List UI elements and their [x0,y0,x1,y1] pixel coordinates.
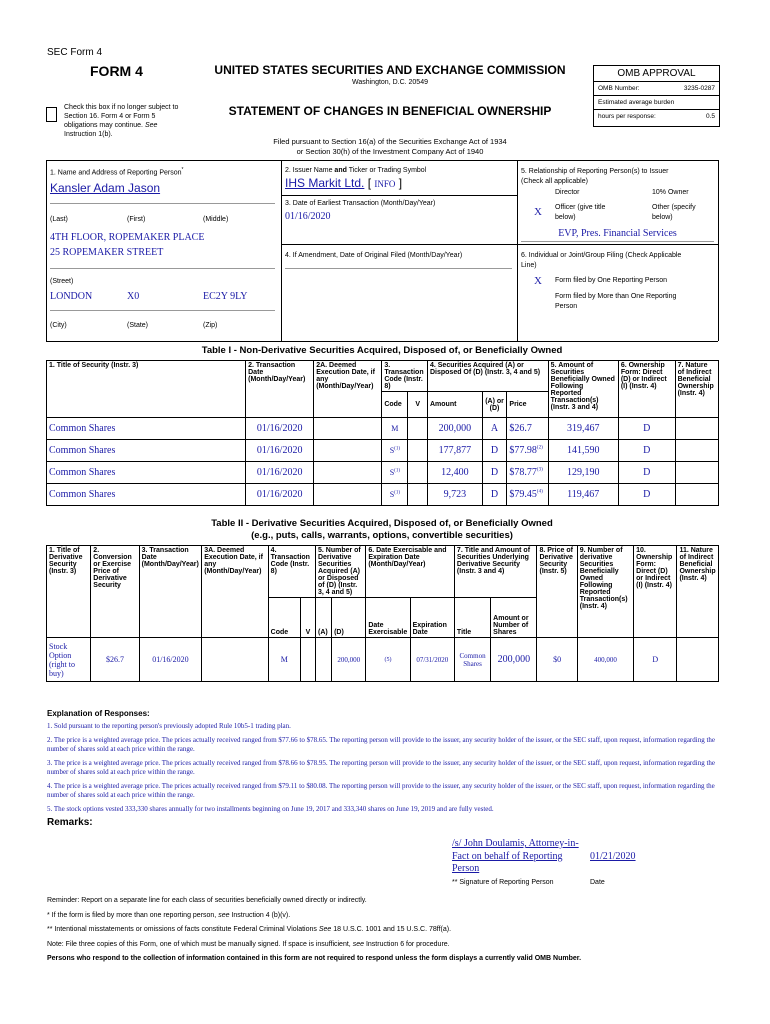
box2-label: 2. Issuer Name and Ticker or Trading Symbol [285,167,427,174]
t2-sub-expiration: Expiration Date [410,598,454,638]
t1-cell-price: $79.45$^{(4)}$ [507,484,548,506]
omb-approval-box [593,65,720,127]
table-row [47,462,719,484]
t2-cell-conversion: $26.7 [91,638,139,682]
table2 [46,545,719,682]
table2-title: Table II - Derivative Securities Acquired, Disposed of, or Beneficially Owned (e.g., puts, calls, warrants, options, convertible securities) [211,518,553,541]
signature-date: 01/21/2020 [590,851,636,862]
t1-cell-form: D [618,440,675,462]
remarks-title: Remarks: [47,817,93,828]
t2-cell-title: Stock Option (right to buy) [47,638,91,682]
t1-cell-v [408,440,428,462]
bracket-close: ] [398,176,403,190]
t1-cell-v [408,462,428,484]
t1-cell-owned: 141,590 [548,440,618,462]
t2-cell-expiration: 07/31/2020 [410,638,454,682]
checkbox-text-line: Section 16. Form 4 or Form 5 [64,113,156,120]
t1-header-nature: 7. Nature of Indirect Beneficial Ownership (Instr. 4) [675,361,718,418]
t1-sub-price: Price [507,392,548,418]
omb-number-value: 3235-0287 [683,85,715,92]
t1-cell-deemed [314,418,382,440]
t1-header-date: 2. Transaction Date (Month/Day/Year) [246,361,314,418]
t1-header-ownership-form: 6. Ownership Form: Direct (D) or Indirect (I) (Instr. 4) [618,361,675,418]
omb-hours-label: hours per response: [598,113,656,120]
t1-cell-date: 01/16/2020 [246,418,314,440]
issuer-name-line [285,176,402,190]
t2-header-owned: 9. Number of derivative Securities Beneficially Owned Following Reported Transaction(s) (Instr. 4) [577,546,633,638]
commission-location: Washington, D.C. 20549 [351,79,428,86]
t2-header-deemed: 3A. Deemed Execution Date, if any (Month/Day/Year) [202,546,268,638]
state-label: (State) [127,322,149,329]
ten-percent-owner-label: 10% Owner [652,189,689,196]
t2-sub-v: V [300,598,315,638]
box4-label: 4. If Amendment, Date of Original Filed (Month/Day/Year) [285,252,463,259]
box6-label: 6. Individual or Joint/Group Filing (Check Applicable Line) [521,252,682,269]
no-longer-subject-checkbox[interactable] [46,107,57,122]
t2-cell-price: $0 [537,638,577,682]
t1-sub-code: Code [382,392,408,418]
t2-header-exercisable: 6. Date Exercisable and Expiration Date (Month/Day/Year) [366,546,455,598]
t2-header-conversion: 2. Conversion or Exercise Price of Derivative Security [91,546,139,638]
bracket-open: [ [367,176,372,190]
t1-header-amount-owned: 5. Amount of Securities Beneficially Owned Following Reported Transaction(s) (Instr. 3 and 4) [548,361,618,418]
more-persons-label: Form filed by More than One Reporting Person [555,293,677,310]
t2-cell-owned: 400,000 [577,638,633,682]
other-label: Other (specify below) [652,204,696,221]
omb-number-label: OMB Number: [598,85,640,92]
t2-cell-code: M [268,638,300,682]
address-line-2: 25 ROPEMAKER STREET [50,247,164,258]
persons-respond-note: Persons who respond to the collection of information contained in this form are not required to respond unless the form displays a currently valid OMB Number. [47,955,582,962]
list-item: 5. The stock options vested 333,330 shares annually for two installments beginning on June 19, 2017 and 333,340 shares on June 19, 2019 and are fully vested. [47,804,494,813]
t1-header-code: 3. Transaction Code (Instr. 8) [382,361,428,392]
t1-cell-date: 01/16/2020 [246,440,314,462]
t1-sub-amount: Amount [427,392,482,418]
filed-pursuant-2: or Section 30(h) of the Investment Company Act of 1940 [296,147,484,156]
t2-header-form: 10. Ownership Form: Direct (D) or Indirect (I) (Instr. 4) [634,546,677,638]
signature-date-label: Date [590,879,605,886]
t2-sub-code: Code [268,598,300,638]
t1-cell-price: $78.77$^{(3)}$ [507,462,548,484]
t2-cell-exercisable: (5) [366,638,410,682]
t2-cell-nature [677,638,719,682]
t1-sub-v: V [408,392,428,418]
t2-header-code: 4. Transaction Code (Instr. 8) [268,546,315,598]
t1-cell-price: $26.7 [507,418,548,440]
box3-label: 3. Date of Earliest Transaction (Month/Day/Year) [285,200,436,207]
t1-header-deemed: 2A. Deemed Execution Date, if any (Month/Day/Year) [314,361,382,418]
footer-notes [47,894,747,967]
middle-label: (Middle) [203,216,229,223]
t2-cell-v [300,638,315,682]
box1-label: 1. Name and Address of Reporting Person* [50,167,184,177]
zip-value: EC2Y 9LY [203,291,248,302]
t2-sub-title: Title [454,598,490,638]
t1-cell-title: Common Shares [47,418,246,440]
t2-sub-a: (A) [315,598,331,638]
t1-cell-form: D [618,418,675,440]
t1-cell-code: M [382,418,408,440]
t2-cell-a [315,638,331,682]
zip-label: (Zip) [203,322,218,329]
table-row [47,484,719,506]
t2-cell-deemed [202,638,268,682]
t2-cell-ul-amount: 200,000 [491,638,537,682]
t1-cell-owned: 319,467 [548,418,618,440]
state-value: X0 [127,291,140,302]
explanation-list [47,722,715,814]
t1-cell-owned: 119,467 [548,484,618,506]
officer-check-mark[interactable]: X [534,206,542,218]
file-copies-note: Note: File three copies of this Form, one of which must be manually signed. If space is insufficient, see Instruction 6 for procedure. [47,940,450,948]
list-item: 1. Sold pursuant to the reporting person's previously adopted Rule 10b5-1 trading plan. [47,722,291,730]
t1-sub-aord: (A) or (D) [482,392,507,418]
t1-cell-ad: A [482,418,507,440]
address-line-1: 4TH FLOOR, ROPEMAKER PLACE [50,232,205,243]
t1-cell-date: 01/16/2020 [246,484,314,506]
double-star-note: ** Intentional misstatements or omissions of facts constitute Federal Criminal Violations See 18 U.S.C. 1001 and 15 U.S.C. 78ff(a). [47,926,452,933]
explanation-title: Explanation of Responses: [47,709,150,718]
t1-cell-v [408,418,428,440]
t1-cell-amount: 177,877 [427,440,482,462]
ticker-symbol: INFO [374,179,396,189]
first-label: (First) [127,216,146,223]
t1-cell-nature [675,440,718,462]
t2-sub-date-exercisable: Date Exercisable [366,598,410,638]
last-label: (Last) [50,216,68,223]
t1-cell-ad: D [482,440,507,462]
list-item: 3. The price is a weighted average price. The prices actually received ranged from $78.66 to $78.95. The reporting person will provide to the issuer, any security holder of the issuer, or the SEC staff, upon request, information regarding the number of shares sold at each price within the range. [47,758,716,776]
t1-cell-v [408,484,428,506]
director-label: Director [555,189,580,196]
table1-title: Table I - Non-Derivative Securities Acquired, Disposed of, or Beneficially Owned [201,345,563,356]
t2-header-title: 1. Title of Derivative Security (Instr. 3) [47,546,91,638]
filed-pursuant-1: Filed pursuant to Section 16(a) of the Securities Exchange Act of 1934 [273,137,507,146]
checkbox-text-line: Check this box if no longer subject to [64,104,179,111]
t1-cell-form: D [618,484,675,506]
t2-header-underlying: 7. Title and Amount of Securities Underlying Derivative Security (Instr. 3 and 4) [454,546,537,598]
t1-cell-amount: 9,723 [427,484,482,506]
table-row [47,638,719,682]
checkbox-text-line: obligations may continue. [64,122,143,129]
signature-name[interactable]: /s/ John Doulamis, Attorney-in- Fact on behalf of Reporting Person [452,838,579,874]
t1-cell-code: S$^{(1)}$ [382,462,408,484]
t1-cell-nature [675,462,718,484]
signature-label: ** Signature of Reporting Person [452,879,554,886]
table-row [47,440,719,462]
t1-cell-ad: D [482,484,507,506]
earliest-transaction-date: 01/16/2020 [285,211,331,222]
officer-label: Officer (give title below) [555,204,606,221]
statement-title: STATEMENT OF CHANGES IN BENEFICIAL OWNERSHIP [228,104,552,118]
t1-header-acquired: 4. Securities Acquired (A) or Disposed Of (D) (Instr. 3, 4 and 5) [427,361,548,392]
t1-cell-ad: D [482,462,507,484]
checkbox-text-line: Instruction 1(b). [64,131,113,138]
sec-form-label: SEC Form 4 [47,47,103,58]
form-title: FORM 4 [90,63,143,79]
t1-cell-owned: 129,190 [548,462,618,484]
t2-cell-d: 200,000 [332,638,366,682]
commission-title: UNITED STATES SECURITIES AND EXCHANGE COMMISSION [214,63,566,77]
t1-cell-title: Common Shares [47,440,246,462]
t2-sub-d: (D) [332,598,366,638]
t2-header-date: 3. Transaction Date (Month/Day/Year) [139,546,202,638]
omb-title: OMB APPROVAL [594,66,719,82]
issuer-name-link[interactable]: IHS Markit Ltd. [285,176,365,190]
omb-hours-value: 0.5 [705,113,715,120]
star-note: * If the form is filed by more than one reporting person, see Instruction 4 (b)(v). [47,911,291,919]
one-person-check-mark[interactable]: X [534,275,542,287]
t1-cell-amount: 12,400 [427,462,482,484]
list-item: 2. The price is a weighted average price. The prices actually received ranged from $77.66 to $78.65. The reporting person will provide to the issuer, any security holder of the issuer, or the SEC staff, upon request, information regarding the number of shares sold at each price within the range. [47,735,716,753]
city-label: (City) [50,322,67,329]
see-word: See [144,122,158,129]
t1-cell-title: Common Shares [47,462,246,484]
t2-header-price: 8. Price of Derivative Security (Instr. 5) [537,546,577,638]
reminder-text: Reminder: Report on a separate line for each class of securities beneficially owned directly or indirectly. [47,897,367,904]
list-item: 4. The price is a weighted average price. The prices actually received ranged from $79.11 to $80.08. The reporting person will provide to the issuer, any security holder of the issuer, or the SEC staff, upon request, information regarding the number of shares sold at each price within the range. [47,781,715,799]
t1-cell-nature [675,484,718,506]
t1-cell-deemed [314,462,382,484]
table-row [47,418,719,440]
t2-cell-date: 01/16/2020 [139,638,202,682]
t1-cell-deemed [314,484,382,506]
table1 [46,360,719,506]
t2-header-nature: 11. Nature of Indirect Beneficial Ownership (Instr. 4) [677,546,719,638]
t1-cell-deemed [314,440,382,462]
t1-cell-code: S$^{(1)}$ [382,484,408,506]
city-value: LONDON [50,291,93,302]
t1-header-title: 1. Title of Security (Instr. 3) [47,361,246,418]
t2-cell-ul-title: Common Shares [454,638,490,682]
t1-cell-amount: 200,000 [427,418,482,440]
box5-label: 5. Relationship of Reporting Person(s) to Issuer (Check all applicable) [521,168,669,185]
t1-cell-price: $77.98$^{(2)}$ [507,440,548,462]
omb-burden-label: Estimated average burden [598,99,675,106]
reporting-person-name[interactable]: Kansler Adam Jason [50,181,161,195]
t1-cell-form: D [618,462,675,484]
officer-title: EVP, Pres. Financial Services [558,228,677,239]
one-person-label: Form filed by One Reporting Person [555,277,668,284]
checkbox-instructions [64,103,204,139]
t1-cell-date: 01/16/2020 [246,462,314,484]
t2-cell-form: D [634,638,677,682]
t1-cell-title: Common Shares [47,484,246,506]
street-label: (Street) [50,278,74,285]
t2-header-number: 5. Number of Derivative Securities Acquired (A) or Disposed of (D) (Instr. 3, 4 and 5) [315,546,365,598]
t1-cell-code: S$^{(1)}$ [382,440,408,462]
t1-cell-nature [675,418,718,440]
t2-sub-amount: Amount or Number of Shares [491,598,537,638]
